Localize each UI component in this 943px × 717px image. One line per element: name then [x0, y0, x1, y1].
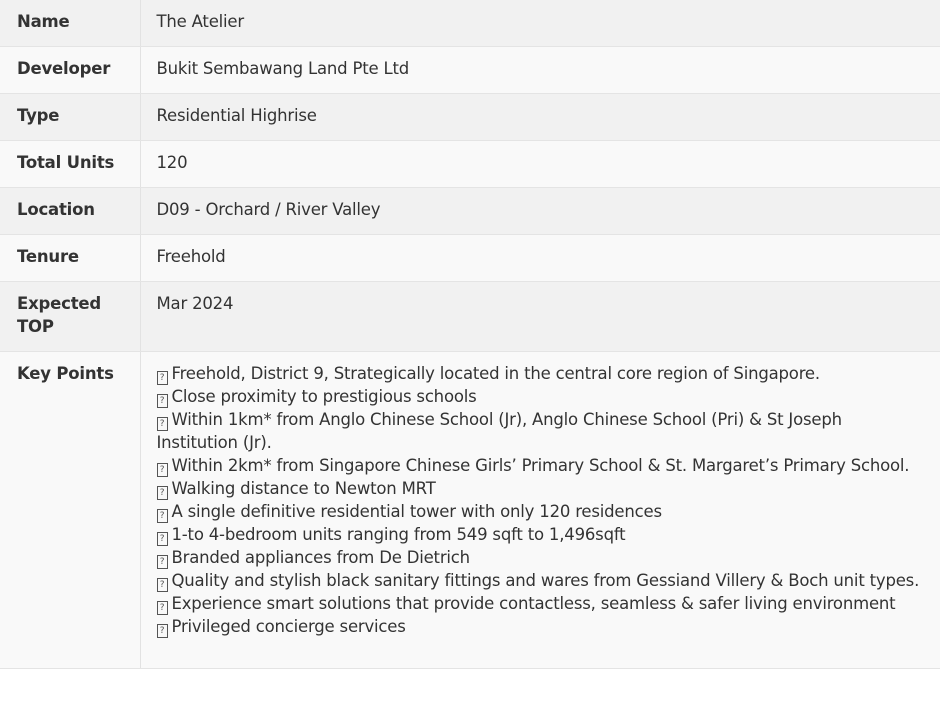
key-point-item: ? Close proximity to prestigious schools: [157, 385, 925, 408]
missing-glyph-icon: ?: [157, 394, 168, 408]
row-label: Location: [0, 188, 140, 235]
row-label: Key Points: [0, 352, 140, 669]
key-point-item: ? Walking distance to Newton MRT: [157, 477, 925, 500]
table-row-total-units: [0, 141, 940, 188]
row-label: Total Units: [0, 141, 140, 188]
row-label: Tenure: [0, 235, 140, 282]
row-label: Name: [0, 0, 140, 47]
key-point-item: ? 1-to 4-bedroom units ranging from 549 sqft to 1,496sqft: [157, 523, 925, 546]
key-point-item: ? Branded appliances from De Dietrich: [157, 546, 925, 569]
table-row-type: [0, 94, 940, 141]
table-row-expected-top: [0, 282, 940, 352]
key-point-item: ? Within 2km* from Singapore Chinese Girls’ Primary School & St. Margaret’s Primary School.: [157, 454, 925, 477]
row-value: D09 - Orchard / River Valley: [140, 188, 940, 235]
missing-glyph-icon: ?: [157, 509, 168, 523]
key-point-item: ? Privileged concierge services: [157, 615, 925, 638]
key-points-list: [140, 352, 940, 669]
row-label: Developer: [0, 47, 140, 94]
table-row-key-points: [0, 352, 940, 669]
key-point-item: ? A single definitive residential tower with only 120 residences: [157, 500, 925, 523]
row-label: Expected TOP: [0, 282, 140, 352]
missing-glyph-icon: ?: [157, 578, 168, 592]
key-point-item: ? Quality and stylish black sanitary fittings and wares from Gessiand Villery & Boch unit types.: [157, 569, 925, 592]
row-value: Freehold: [140, 235, 940, 282]
missing-glyph-icon: ?: [157, 417, 168, 431]
missing-glyph-icon: ?: [157, 463, 168, 477]
missing-glyph-icon: ?: [157, 601, 168, 615]
row-label: Type: [0, 94, 140, 141]
table-row-tenure: [0, 235, 940, 282]
row-value: 120: [140, 141, 940, 188]
missing-glyph-icon: ?: [157, 555, 168, 569]
table-row-name: [0, 0, 940, 47]
row-value: Bukit Sembawang Land Pte Ltd: [140, 47, 940, 94]
table-row-developer: [0, 47, 940, 94]
row-value: The Atelier: [140, 0, 940, 47]
key-point-item: ? Experience smart solutions that provide contactless, seamless & safer living environment: [157, 592, 925, 615]
key-point-item: ? Within 1km* from Anglo Chinese School (Jr), Anglo Chinese School (Pri) & St Joseph Institution (Jr).: [156, 410, 842, 452]
missing-glyph-icon: ?: [157, 371, 168, 385]
missing-glyph-icon: ?: [157, 624, 168, 638]
missing-glyph-icon: ?: [157, 532, 168, 546]
table-row-location: [0, 188, 940, 235]
row-value: Mar 2024: [140, 282, 940, 352]
row-value: Residential Highrise: [140, 94, 940, 141]
missing-glyph-icon: ?: [157, 486, 168, 500]
key-point-item: ? Freehold, District 9, Strategically located in the central core region of Singapore.: [157, 362, 925, 385]
